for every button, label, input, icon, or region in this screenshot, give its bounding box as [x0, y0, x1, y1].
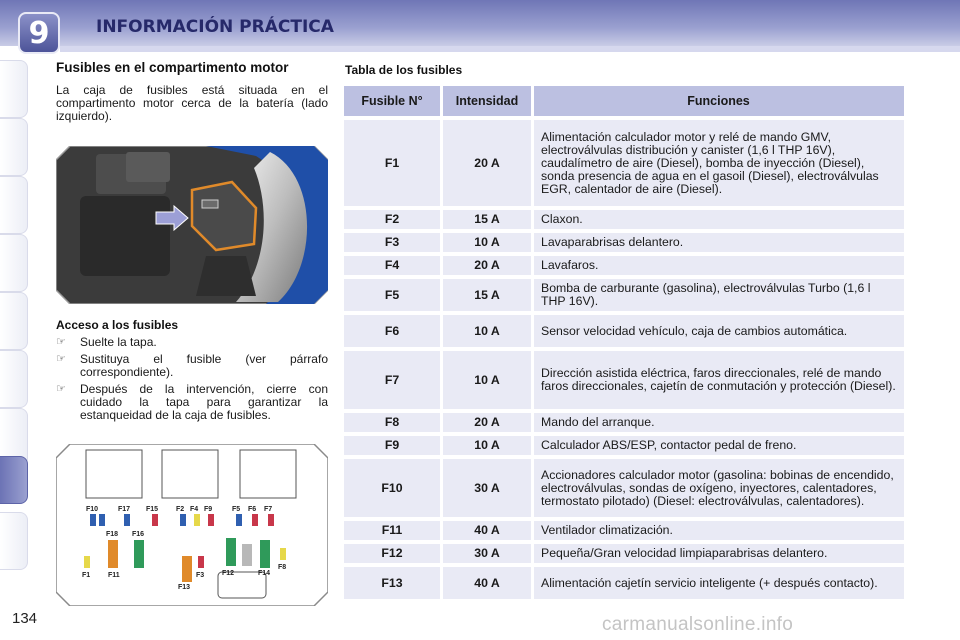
table-row	[344, 233, 904, 252]
function-cell: Bomba de carburante (gasolina), electroválvulas Turbo (1,6 l THP 16V).	[534, 279, 904, 311]
table-header-row	[344, 86, 904, 116]
fuse-number-cell: F7	[344, 351, 440, 409]
diagram-label: F9	[204, 506, 213, 513]
fuse-number-cell: F11	[344, 521, 440, 540]
diagram-label: F15	[146, 506, 159, 513]
watermark: carmanualsonline.info	[602, 614, 794, 635]
amperage-cell: 10 A	[443, 436, 531, 455]
amperage-cell: 10 A	[443, 233, 531, 252]
table-row	[344, 567, 904, 599]
amperage-cell: 15 A	[443, 210, 531, 229]
function-cell: Accionadores calculador motor (gasolina: bobinas de encendido, electroválvulas, sondas de oxígeno, inyectores, calentadores, termostato pilotado) (Diesel: electroválvulas, calentadores).	[534, 459, 904, 517]
amperage-cell: 40 A	[443, 521, 531, 540]
engine-bay-photo	[56, 146, 328, 304]
column-header: Intensidad	[443, 86, 531, 116]
diagram-label: F3	[196, 572, 205, 579]
function-cell: Dirección asistida eléctrica, faros direccionales, relé de mando faros direccionales, cajetín de conmutación y protección (Diesel).	[534, 351, 904, 409]
step-text: Suelte la tapa.	[80, 335, 157, 349]
function-cell: Pequeña/Gran velocidad limpiaparabrisas delantero.	[534, 544, 904, 563]
chapter-tab[interactable]	[0, 234, 28, 292]
fuse-number-cell: F8	[344, 413, 440, 432]
fuse-number-cell: F12	[344, 544, 440, 563]
function-cell: Claxon.	[534, 210, 904, 229]
function-cell: Mando del arranque.	[534, 413, 904, 432]
amperage-cell: 20 A	[443, 256, 531, 275]
chapter-tab-active[interactable]	[0, 456, 28, 504]
table-row	[344, 521, 904, 540]
amperage-cell: 10 A	[443, 351, 531, 409]
fuse-number-cell: F3	[344, 233, 440, 252]
fuse-number-cell: F9	[344, 436, 440, 455]
step-text: Después de la intervención, cierre con cuidado la tapa para garantizar la estanqueidad de la caja de fusibles.	[80, 382, 328, 422]
header-underline	[60, 46, 960, 52]
diagram-label: F12	[222, 570, 235, 577]
function-cell: Ventilador climatización.	[534, 521, 904, 540]
table-row	[344, 210, 904, 229]
amperage-cell: 15 A	[443, 279, 531, 311]
diagram-label: F17	[118, 506, 131, 513]
chapter-tab[interactable]	[0, 350, 28, 408]
diagram-label: F16	[132, 531, 145, 538]
chapter-tab[interactable]	[0, 176, 28, 234]
pointing-hand-icon: ☞	[56, 353, 66, 365]
fuse-table	[344, 86, 904, 603]
table-row	[344, 120, 904, 206]
fuse-number-cell: F4	[344, 256, 440, 275]
fuse-number-cell: F6	[344, 315, 440, 347]
chapter-tab[interactable]	[0, 512, 28, 570]
diagram-label: F13	[178, 584, 191, 591]
table-row	[344, 459, 904, 517]
fuse-number-cell: F10	[344, 459, 440, 517]
pointing-hand-icon: ☞	[56, 336, 66, 348]
diagram-label: F8	[278, 564, 287, 571]
pointing-hand-icon: ☞	[56, 383, 66, 395]
function-cell: Alimentación cajetín servicio inteligente (+ después contacto).	[534, 567, 904, 599]
table-row	[344, 315, 904, 347]
amperage-cell: 30 A	[443, 459, 531, 517]
diagram-label: F1	[82, 572, 91, 579]
step-item	[56, 353, 328, 379]
diagram-label: F6	[248, 506, 257, 513]
diagram-label: F5	[232, 506, 241, 513]
table-title: Tabla de los fusibles	[345, 63, 463, 77]
fuse-number-cell: F13	[344, 567, 440, 599]
step-text: Sustituya el fusible (ver párrafo correspondiente).	[80, 352, 328, 379]
table-row	[344, 351, 904, 409]
chapter-tab[interactable]	[0, 118, 28, 176]
amperage-cell: 40 A	[443, 567, 531, 599]
diagram-label: F4	[190, 506, 199, 513]
table-row	[344, 413, 904, 432]
chapter-tabs	[0, 60, 30, 580]
amperage-cell: 20 A	[443, 413, 531, 432]
amperage-cell: 30 A	[443, 544, 531, 563]
table-body	[344, 120, 904, 599]
access-section	[56, 318, 328, 426]
function-cell: Lavaparabrisas delantero.	[534, 233, 904, 252]
page-title: INFORMACIÓN PRÁCTICA	[96, 17, 334, 37]
diagram-label: F11	[108, 572, 120, 579]
column-header: Fusible N°	[344, 86, 440, 116]
chapter-tab[interactable]	[0, 60, 28, 118]
section-title: Fusibles en el compartimento motor	[56, 60, 289, 75]
function-cell: Lavafaros.	[534, 256, 904, 275]
fuse-box-diagram	[56, 444, 328, 606]
chapter-tab[interactable]	[0, 292, 28, 350]
diagram-label: F14	[258, 570, 271, 577]
fuse-number-cell: F2	[344, 210, 440, 229]
table-row	[344, 256, 904, 275]
intro-section	[56, 60, 328, 123]
function-cell: Alimentación calculador motor y relé de mando GMV, electroválvulas distribución y canister (1,6 l THP 16V), caudalímetro de aire (Diesel), bomba de inyección (Diesel), sonda presencia de agua en el gasoil (Diesel), electroválvulas EGR, calentador de aire (Diesel).	[534, 120, 904, 206]
diagram-label: F7	[264, 506, 273, 513]
function-cell: Calculador ABS/ESP, contactor pedal de freno.	[534, 436, 904, 455]
fuse-number-cell: F1	[344, 120, 440, 206]
function-cell: Sensor velocidad vehículo, caja de cambios automática.	[534, 315, 904, 347]
diagram-label: F18	[106, 531, 119, 538]
column-header: Funciones	[534, 86, 904, 116]
chapter-badge: 9	[18, 12, 60, 54]
step-item	[56, 336, 328, 349]
access-title: Acceso a los fusibles	[56, 318, 179, 332]
amperage-cell: 20 A	[443, 120, 531, 206]
page-number: 134	[12, 610, 38, 627]
amperage-cell: 10 A	[443, 315, 531, 347]
diagram-label: F10	[86, 506, 99, 513]
diagram-label: F2	[176, 506, 185, 513]
table-row	[344, 279, 904, 311]
fuse-number-cell: F5	[344, 279, 440, 311]
step-item	[56, 383, 328, 422]
table-row	[344, 544, 904, 563]
table-row	[344, 436, 904, 455]
intro-text: La caja de fusibles está situada en el compartimento motor cerca de la batería (lado izquierdo).	[56, 83, 328, 123]
